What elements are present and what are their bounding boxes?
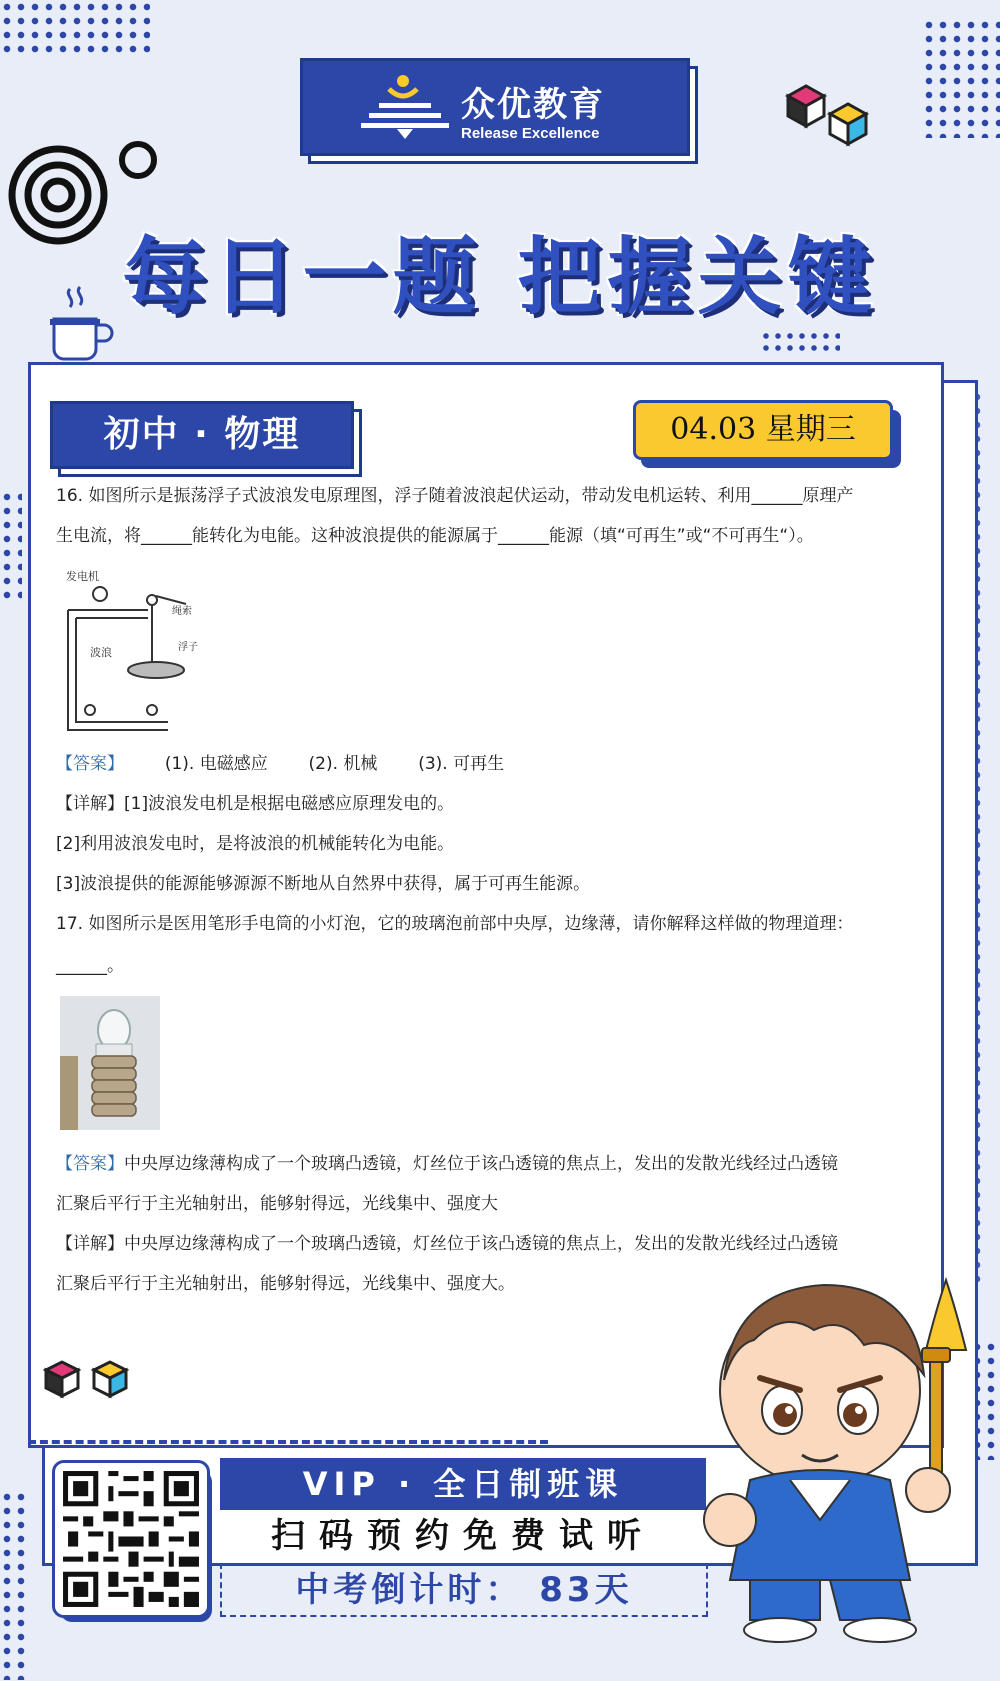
dashed-divider [28, 1440, 548, 1444]
answer-3: (3). 可再生 [418, 754, 505, 774]
cubes-icon-small [42, 1356, 142, 1410]
decor-dots-top-left [0, 0, 150, 56]
bulb-image [60, 996, 160, 1130]
answer-2: (2). 机械 [308, 754, 378, 774]
q17-detail-1 [56, 1224, 906, 1264]
slogan-title: 每日一题 把握关键 [122, 228, 878, 326]
wave-generator-diagram [60, 570, 205, 735]
countdown-box: 中考倒计时： 83天 [220, 1563, 708, 1617]
diagram-label-wave: 波浪 [90, 646, 112, 659]
cubes-icon [782, 80, 882, 150]
brand-emblem-icon [361, 73, 451, 143]
scan-text: 扫码预约免费试听 [271, 1516, 655, 1556]
detail-tag: 【详解】 [56, 794, 124, 814]
q17-answer-2: 汇聚后平行于主光轴射出，能够射得远，光线集中、强度大 [56, 1194, 498, 1214]
q16-detail-1 [56, 784, 906, 824]
qr-code[interactable] [52, 1460, 210, 1618]
brand-logo [300, 58, 692, 158]
q16-detail-3: [3]波浪提供的能源能够源源不断地从自然界中获得，属于可再生能源。 [56, 874, 591, 894]
date-badge: 04.03 星期三 [633, 400, 893, 460]
decor-dots-top-right [922, 18, 1000, 138]
decor-dots-bottom-left [0, 1490, 28, 1680]
q16-line2: 生电流，将______能转化为电能。这种波浪提供的能源属于______能源（填“可再生”或“不可再生“）。 [56, 526, 814, 546]
q17-answer-text-1: 中央厚边缘薄构成了一个玻璃凸透镜，灯丝位于该凸透镜的焦点上，发出的发散光线经过凸透镜 [124, 1154, 838, 1174]
q17-answer-tag: 【答案】 [56, 1154, 124, 1174]
q17-detail-text-1: 中央厚边缘薄构成了一个玻璃凸透镜，灯丝位于该凸透镜的焦点上，发出的发散光线经过凸透镜 [124, 1234, 838, 1254]
q16-line1: 16. 如图所示是振荡浮子式波浪发电原理图，浮子随着波浪起伏运动，带动发电机运转、利用______原理产 [56, 486, 854, 506]
diagram-label-float: 浮子 [178, 642, 198, 653]
q16-detail-2: [2]利用波浪发电时，是将波浪的机械能转化为电能。 [56, 834, 455, 854]
q17-line1: 17. 如图所示是医用笔形手电筒的小灯泡，它的玻璃泡前部中央厚，边缘薄，请你解释这样做的物理道理： [56, 914, 854, 934]
diagram-label-rope: 绳索 [172, 606, 192, 617]
answer-1: (1). 电磁感应 [164, 754, 268, 774]
bulb-photo [60, 996, 160, 1130]
vip-banner: VIP · 全日制班课 [220, 1458, 706, 1510]
qr-code-icon [58, 1466, 204, 1612]
q16-answer-row [56, 744, 906, 784]
diagram-label-generator: 发电机 [66, 570, 99, 583]
decor-dots-left-mid [0, 490, 22, 600]
subject-tag: 初中 · 物理 [50, 401, 354, 469]
decor-dots-right [760, 330, 840, 356]
q17-answer-1 [56, 1144, 906, 1184]
brand-name-cn: 众优教育 [461, 85, 605, 125]
q17-line2: ______。 [56, 956, 124, 976]
answer-tag: 【答案】 [56, 754, 124, 774]
detail-text-1: [1]波浪发电机是根据电磁感应原理发电的。 [124, 794, 455, 814]
logo-box [300, 58, 690, 156]
coffee-cup-icon [48, 285, 118, 365]
q17-detail-tag: 【详解】 [56, 1234, 124, 1254]
brand-name-en: Release Excellence [461, 125, 600, 142]
q17-detail-2: 汇聚后平行于主光轴射出，能够射得远，光线集中、强度大。 [56, 1274, 515, 1294]
mascot-boy [690, 1270, 980, 1650]
